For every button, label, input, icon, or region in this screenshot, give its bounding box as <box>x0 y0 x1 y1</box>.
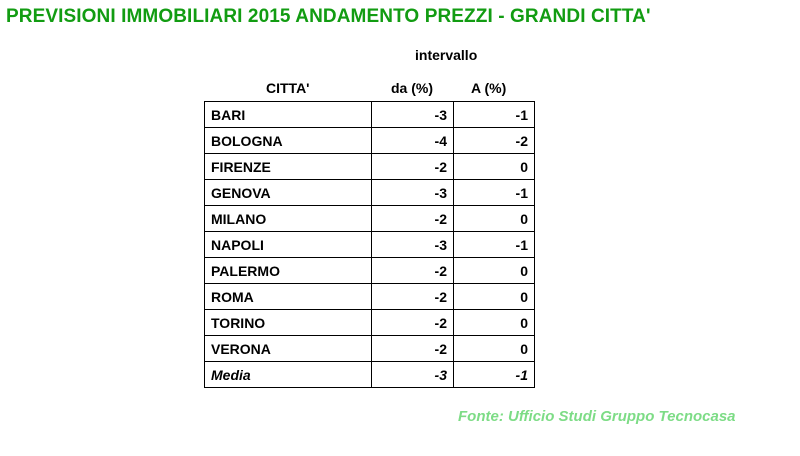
da-cell: -3 <box>372 102 454 128</box>
a-cell: 0 <box>454 206 535 232</box>
city-cell: FIRENZE <box>205 154 372 180</box>
da-cell: -2 <box>372 284 454 310</box>
city-cell: GENOVA <box>205 180 372 206</box>
city-cell: VERONA <box>205 336 372 362</box>
interval-label: intervallo <box>415 47 478 63</box>
da-cell: -4 <box>372 128 454 154</box>
table-row <box>205 284 535 310</box>
city-cell: PALERMO <box>205 258 372 284</box>
average-da: -3 <box>372 362 454 388</box>
da-cell: -2 <box>372 258 454 284</box>
a-cell: 0 <box>454 258 535 284</box>
table-row <box>205 154 535 180</box>
column-header-da: da (%) <box>391 80 433 96</box>
table-row <box>205 128 535 154</box>
table-row <box>205 102 535 128</box>
average-row <box>205 362 535 388</box>
table-row <box>205 258 535 284</box>
table-row <box>205 336 535 362</box>
column-header-a: A (%) <box>471 80 507 96</box>
average-a: -1 <box>454 362 535 388</box>
a-cell: -1 <box>454 102 535 128</box>
average-label: Media <box>205 362 372 388</box>
a-cell: 0 <box>454 310 535 336</box>
a-cell: -1 <box>454 180 535 206</box>
a-cell: 0 <box>454 284 535 310</box>
price-forecast-table <box>204 101 535 388</box>
da-cell: -2 <box>372 336 454 362</box>
city-cell: BOLOGNA <box>205 128 372 154</box>
column-header-city: CITTA' <box>266 80 310 96</box>
city-cell: NAPOLI <box>205 232 372 258</box>
da-cell: -2 <box>372 206 454 232</box>
a-cell: 0 <box>454 154 535 180</box>
city-cell: TORINO <box>205 310 372 336</box>
da-cell: -3 <box>372 232 454 258</box>
table-row <box>205 310 535 336</box>
city-cell: BARI <box>205 102 372 128</box>
city-cell: ROMA <box>205 284 372 310</box>
table-row <box>205 206 535 232</box>
table-row <box>205 232 535 258</box>
a-cell: 0 <box>454 336 535 362</box>
page-title: PREVISIONI IMMOBILIARI 2015 ANDAMENTO PREZZI - GRANDI CITTA' <box>6 6 651 27</box>
da-cell: -2 <box>372 154 454 180</box>
a-cell: -1 <box>454 232 535 258</box>
da-cell: -2 <box>372 310 454 336</box>
city-cell: MILANO <box>205 206 372 232</box>
a-cell: -2 <box>454 128 535 154</box>
source-note: Fonte: Ufficio Studi Gruppo Tecnocasa <box>458 408 736 425</box>
da-cell: -3 <box>372 180 454 206</box>
table-row <box>205 180 535 206</box>
